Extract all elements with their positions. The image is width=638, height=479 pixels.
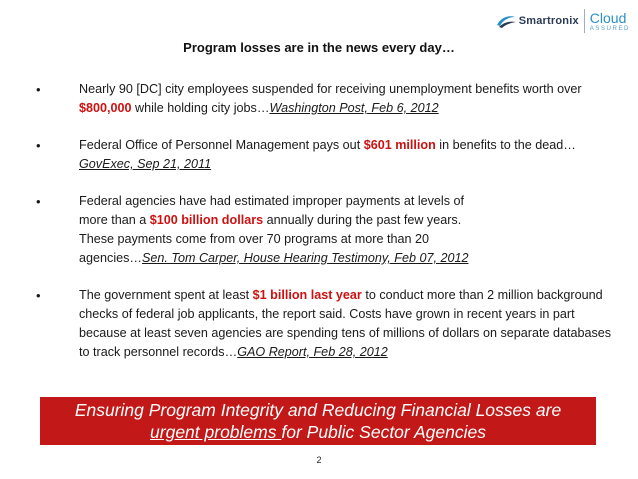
slide-title: Program losses are in the news every day… — [183, 40, 455, 55]
bullet-dot-icon: • — [36, 138, 41, 153]
page-number: 2 — [316, 455, 322, 465]
bullet-item — [36, 286, 616, 362]
brand-logo — [495, 4, 630, 38]
bullet-text: in benefits to the dead… — [435, 138, 576, 152]
cloud-assured-logo — [590, 11, 630, 32]
banner-underlined-text: urgent problems — [150, 422, 282, 442]
bullet-highlight: $1 billion last year — [252, 288, 362, 302]
bullet-line — [79, 249, 616, 268]
bullet-highlight: $601 million — [363, 138, 436, 152]
bullet-dot-icon: • — [36, 194, 41, 209]
logo-divider — [584, 9, 585, 33]
bullet-source: GovExec, Sep 21, 2011 — [79, 157, 212, 171]
bullet-dot-icon: • — [36, 288, 41, 303]
smartronix-logo — [495, 13, 579, 29]
bullet-source: Washington Post, Feb 6, 2012 — [269, 101, 439, 115]
banner-line-1: Ensuring Program Integrity and Reducing Financial Losses are — [74, 400, 562, 420]
bullet-highlight: $100 billion dollars — [149, 213, 264, 227]
bullet-text: Federal Office of Personnel Management pays out — [79, 138, 364, 152]
bullet-text: These payments come from over 70 programs at more than 20 — [79, 232, 429, 246]
banner-text: for Public Sector Agencies — [281, 422, 486, 442]
bullet-item — [36, 192, 616, 268]
banner-line-2 — [40, 421, 596, 443]
assured-wordmark: ASSURED — [589, 25, 630, 32]
bullet-dot-icon: • — [36, 82, 41, 97]
swoosh-icon — [495, 13, 517, 29]
conclusion-banner — [40, 397, 596, 445]
bullet-text: while holding city jobs… — [131, 101, 270, 115]
bullet-item — [36, 80, 616, 118]
bullet-text: agencies… — [79, 251, 143, 265]
bullet-source: Sen. Tom Carper, House Hearing Testimony, Feb 07, 2012 — [142, 251, 469, 265]
bullet-list — [36, 80, 616, 380]
bullet-highlight: $800,000 — [79, 101, 132, 115]
bullet-text: Federal agencies have had estimated improper payments at levels of — [79, 194, 465, 208]
smartronix-wordmark: Smartronix — [518, 15, 579, 27]
bullet-text: Nearly 90 [DC] city employees suspended for receiving unemployment benefits worth over — [79, 82, 582, 96]
bullet-line — [79, 211, 616, 230]
bullet-text: annually during the past few years. — [263, 213, 462, 227]
bullet-text: The government spent at least — [79, 288, 253, 302]
bullet-item — [36, 136, 616, 174]
bullet-text: to conduct more than 2 million background checks of federal job applicants, the report said. Costs have grown in recent years in part because at least seven agencies are spending tens of millions of dollars on separate databases to track personnel records… — [79, 288, 612, 359]
cloud-wordmark: Cloud — [589, 9, 627, 26]
bullet-source: GAO Report, Feb 28, 2012 — [237, 345, 388, 359]
bullet-text: more than a — [79, 213, 150, 227]
